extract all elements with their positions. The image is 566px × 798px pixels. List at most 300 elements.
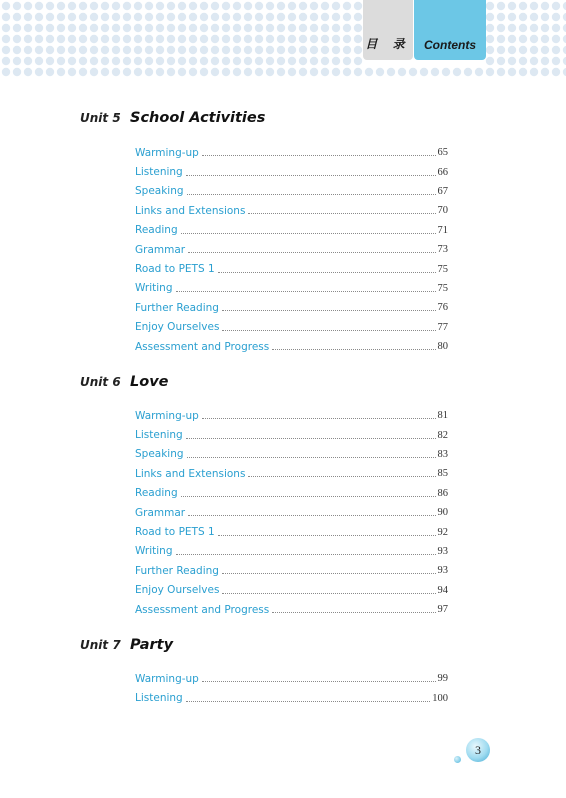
header-dot [123, 35, 131, 43]
toc-entry-page: 93 [437, 565, 448, 577]
header-dot [233, 35, 241, 43]
header-dot [211, 46, 219, 54]
dot-leader [218, 535, 436, 536]
toc-entry-label: Links and Extensions [135, 204, 246, 217]
header-dot [508, 68, 516, 76]
header-dot [541, 68, 549, 76]
header-dot [552, 57, 560, 65]
header-dot [464, 68, 472, 76]
header-dot [552, 13, 560, 21]
header-dot [13, 57, 21, 65]
header-dot [266, 35, 274, 43]
header-dot [167, 2, 175, 10]
header-dot [508, 57, 516, 65]
toc-entry-label: Listening [135, 429, 183, 442]
header-dot [13, 46, 21, 54]
header-dot [35, 24, 43, 32]
toc-list-unit-5 [135, 143, 448, 356]
header-dot [244, 35, 252, 43]
toc-entry-label: Further Reading [135, 564, 219, 577]
header-dot [233, 2, 241, 10]
header-dot [354, 13, 362, 21]
header-dot [79, 24, 87, 32]
header-dot [211, 57, 219, 65]
header-dot [255, 68, 263, 76]
header-dot [13, 68, 21, 76]
toc-entry-label: Assessment and Progress [135, 603, 270, 616]
toc-entry-label: Writing [135, 545, 173, 558]
header-dot [189, 57, 197, 65]
toc-entry-page: 75 [437, 263, 448, 275]
header-dot [90, 2, 98, 10]
header-dot [299, 68, 307, 76]
header-dot [178, 24, 186, 32]
header-dot [79, 13, 87, 21]
header-dot [79, 46, 87, 54]
header-dot [497, 57, 505, 65]
header-dot [112, 13, 120, 21]
toc-entry-page: 66 [437, 166, 448, 178]
toc-entry[interactable] [135, 522, 448, 541]
header-dot [200, 57, 208, 65]
header-dot [431, 68, 439, 76]
header-dot [134, 57, 142, 65]
dot-leader [186, 175, 436, 176]
header-dot [376, 68, 384, 76]
header-tab-chinese [363, 0, 413, 60]
toc-entry[interactable] [135, 221, 448, 240]
header-dot [508, 46, 516, 54]
unit-heading-6 [80, 374, 169, 390]
header-dot [233, 24, 241, 32]
header-dot [46, 24, 54, 32]
toc-entry-page: 70 [437, 205, 448, 217]
toc-entry[interactable] [135, 425, 448, 444]
toc-entry-page: 77 [437, 321, 448, 333]
header-dot [519, 46, 527, 54]
toc-entry[interactable] [135, 464, 448, 483]
header-dot [497, 35, 505, 43]
header-dot [46, 68, 54, 76]
header-dot [233, 46, 241, 54]
toc-entry-page: 76 [437, 302, 448, 314]
header-dot [68, 35, 76, 43]
header-dot [321, 57, 329, 65]
header-dot [46, 13, 54, 21]
header-dot [101, 2, 109, 10]
header-dot [2, 57, 10, 65]
header-dot [222, 13, 230, 21]
dot-leader [272, 349, 435, 350]
header-dot [299, 24, 307, 32]
header-dot [2, 2, 10, 10]
header-dot [24, 68, 32, 76]
header-dot [211, 35, 219, 43]
header-dot [2, 46, 10, 54]
toc-entry[interactable] [135, 337, 448, 356]
header-dot [530, 57, 538, 65]
header-dot [123, 57, 131, 65]
header-dot [486, 57, 494, 65]
header-dot [189, 46, 197, 54]
header-dot [46, 35, 54, 43]
header-dot [244, 24, 252, 32]
toc-entry-page: 71 [437, 224, 448, 236]
header-dot [189, 2, 197, 10]
header-dot [277, 24, 285, 32]
header-dot [244, 57, 252, 65]
header-dot [321, 46, 329, 54]
unit-title: Love [130, 374, 169, 390]
dot-leader [222, 330, 435, 331]
header-dot [277, 46, 285, 54]
header-dot [211, 13, 219, 21]
header-dot [68, 2, 76, 10]
toc-entry-page: 85 [437, 468, 448, 480]
header-dot [90, 35, 98, 43]
header-dot [167, 35, 175, 43]
dot-leader [222, 573, 436, 574]
header-dot [68, 24, 76, 32]
header-dot [541, 57, 549, 65]
header-dot [24, 57, 32, 65]
header-dot [46, 2, 54, 10]
header-dot [123, 68, 131, 76]
header-dot [299, 46, 307, 54]
header-dot [255, 57, 263, 65]
unit-heading-7 [80, 637, 173, 653]
dot-leader [186, 438, 436, 439]
header-dot [200, 24, 208, 32]
header-dot [2, 24, 10, 32]
toc-entry-page: 99 [437, 673, 448, 685]
header-dot [200, 68, 208, 76]
unit-number: Unit 6 [80, 375, 121, 389]
header-dot [68, 13, 76, 21]
header-dot [310, 68, 318, 76]
header-dot [79, 35, 87, 43]
header-dot [145, 46, 153, 54]
header-dot [145, 35, 153, 43]
toc-entry[interactable] [135, 259, 448, 278]
header-dot [530, 2, 538, 10]
header-dot [46, 57, 54, 65]
header-dot [101, 35, 109, 43]
header-dot [519, 35, 527, 43]
toc-entry[interactable] [135, 182, 448, 201]
toc-entry-label: Listening [135, 692, 183, 705]
dot-leader [176, 291, 436, 292]
toc-entry[interactable] [135, 561, 448, 580]
header-dot [57, 57, 65, 65]
toc-entry-label: Road to PETS 1 [135, 526, 215, 539]
header-dot [24, 24, 32, 32]
header-dot [13, 24, 21, 32]
header-dot [486, 24, 494, 32]
header-dot [13, 13, 21, 21]
header-dot [497, 46, 505, 54]
header-dot [156, 46, 164, 54]
header-dot [200, 2, 208, 10]
header-dot [233, 13, 241, 21]
toc-entry-page: 93 [437, 545, 448, 557]
toc-entry[interactable] [135, 600, 448, 619]
dot-leader [188, 515, 435, 516]
header-dot [211, 68, 219, 76]
header-dot [90, 46, 98, 54]
header-dot [277, 2, 285, 10]
header-dot [541, 13, 549, 21]
header-dot [266, 13, 274, 21]
header-dot [222, 46, 230, 54]
header-dot [277, 13, 285, 21]
toc-entry-label: Listening [135, 166, 183, 179]
toc-entry[interactable] [135, 406, 448, 425]
header-dot [35, 13, 43, 21]
header-dot [332, 24, 340, 32]
header-dot [343, 46, 351, 54]
dot-leader [188, 252, 435, 253]
toc-entry-label: Warming-up [135, 672, 199, 685]
header-dot [508, 2, 516, 10]
toc-entry-page: 65 [437, 147, 448, 159]
header-dot [13, 35, 21, 43]
header-dot [288, 24, 296, 32]
header-dot [112, 24, 120, 32]
header-dot [200, 46, 208, 54]
header-dot [508, 24, 516, 32]
toc-entry[interactable] [135, 298, 448, 317]
header-dot [486, 35, 494, 43]
header-dot [420, 68, 428, 76]
header-dot [310, 46, 318, 54]
header-dot [145, 13, 153, 21]
header-dot [156, 68, 164, 76]
header-dot [266, 46, 274, 54]
header-dot [167, 13, 175, 21]
header-dot [90, 57, 98, 65]
header-dot [2, 35, 10, 43]
header-dot [552, 24, 560, 32]
toc-entry-page: 92 [437, 526, 448, 538]
header-dot [145, 2, 153, 10]
header-dot [57, 2, 65, 10]
header-dot [343, 13, 351, 21]
header-dot [332, 68, 340, 76]
header-dot [288, 2, 296, 10]
header-tab-contents [414, 0, 486, 60]
header-dot [541, 24, 549, 32]
header-dot [552, 46, 560, 54]
header-dot [24, 13, 32, 21]
header-dot [530, 24, 538, 32]
toc-entry-label: Links and Extensions [135, 467, 246, 480]
unit-title: School Activities [130, 110, 266, 126]
header-dot [222, 68, 230, 76]
toc-entry-page: 94 [437, 584, 448, 596]
dot-leader [218, 272, 436, 273]
header-dot [266, 24, 274, 32]
header-dot [222, 24, 230, 32]
header-dot [123, 2, 131, 10]
header-dot [35, 57, 43, 65]
toc-entry[interactable] [135, 143, 448, 162]
toc-entry-page: 67 [437, 185, 448, 197]
dot-leader [202, 418, 436, 419]
header-dot [189, 24, 197, 32]
toc-entry-label: Warming-up [135, 409, 199, 422]
toc-entry[interactable] [135, 162, 448, 181]
toc-list-unit-6 [135, 406, 448, 619]
header-dot [233, 68, 241, 76]
header-dot [57, 35, 65, 43]
toc-entry-label: Reading [135, 487, 178, 500]
header-dot [552, 2, 560, 10]
toc-entry-label: Speaking [135, 185, 184, 198]
header-dot [68, 46, 76, 54]
header-dot [299, 2, 307, 10]
header-dot [343, 24, 351, 32]
unit-title: Party [130, 637, 174, 653]
header-dot [134, 13, 142, 21]
header-dot [211, 2, 219, 10]
header-dot [178, 13, 186, 21]
header-dot [277, 35, 285, 43]
page-number: 3 [466, 738, 490, 762]
toc-entry-page: 73 [437, 244, 448, 256]
header-dot [519, 68, 527, 76]
header-dot [332, 57, 340, 65]
header-dot [343, 2, 351, 10]
header-dot [79, 2, 87, 10]
toc-entry[interactable] [135, 318, 448, 337]
header-dot [112, 68, 120, 76]
toc-entry[interactable] [135, 240, 448, 259]
toc-entry[interactable] [135, 201, 448, 220]
header-dot [332, 46, 340, 54]
header-dot [255, 13, 263, 21]
toc-entry[interactable] [135, 581, 448, 600]
header-dot [486, 46, 494, 54]
header-dot [134, 2, 142, 10]
toc-entry[interactable] [135, 688, 448, 707]
header-dot [178, 57, 186, 65]
toc-entry-label: Road to PETS 1 [135, 263, 215, 276]
header-dot [354, 57, 362, 65]
dot-leader [248, 476, 435, 477]
header-dot [13, 2, 21, 10]
header-dot [332, 2, 340, 10]
header-dot [365, 68, 373, 76]
toc-entry-page: 75 [437, 282, 448, 294]
header-dot [409, 68, 417, 76]
dot-leader [186, 701, 431, 702]
header-dot [134, 24, 142, 32]
dot-leader [181, 233, 436, 234]
dot-leader [202, 155, 436, 156]
header-dot [101, 13, 109, 21]
header-dot [222, 57, 230, 65]
toc-entry-label: Grammar [135, 243, 186, 256]
toc-entry-page: 83 [437, 448, 448, 460]
header-dot [453, 68, 461, 76]
toc-entry-label: Enjoy Ourselves [135, 321, 220, 334]
header-dot [332, 35, 340, 43]
header-dot [57, 46, 65, 54]
header-dot [145, 24, 153, 32]
header-dot [508, 35, 516, 43]
header-dot [211, 24, 219, 32]
header-dot [321, 24, 329, 32]
header-dot [310, 13, 318, 21]
header-dot [156, 24, 164, 32]
header-dot [24, 46, 32, 54]
header-dot [167, 46, 175, 54]
decorative-bubble-icon [454, 756, 461, 763]
header-dot [167, 68, 175, 76]
header-dot [79, 57, 87, 65]
dot-leader [272, 612, 435, 613]
header-dot [255, 35, 263, 43]
header-dot [266, 57, 274, 65]
toc-list-unit-7 [135, 669, 448, 708]
page-number-badge [454, 738, 494, 768]
toc-entry[interactable] [135, 445, 448, 464]
toc-entry-label: Warming-up [135, 146, 199, 159]
toc-entry[interactable] [135, 484, 448, 503]
header-dot [101, 46, 109, 54]
unit-number: Unit 7 [80, 638, 121, 652]
header-dot [35, 46, 43, 54]
header-dot [123, 24, 131, 32]
header-dot [35, 2, 43, 10]
header-dot [354, 46, 362, 54]
header-dot [288, 13, 296, 21]
header-dot [552, 35, 560, 43]
toc-entry[interactable] [135, 279, 448, 298]
header-dot [24, 35, 32, 43]
header-dot [2, 13, 10, 21]
header-dot [156, 57, 164, 65]
toc-entry[interactable] [135, 503, 448, 522]
header-dot [233, 57, 241, 65]
header-dot [310, 24, 318, 32]
header-dot [200, 35, 208, 43]
header-dot [145, 68, 153, 76]
header-dot [519, 13, 527, 21]
header-dot [497, 68, 505, 76]
header-dot [343, 68, 351, 76]
toc-entry[interactable] [135, 669, 448, 688]
header-dot [156, 35, 164, 43]
header-dot [57, 13, 65, 21]
toc-entry[interactable] [135, 542, 448, 561]
toc-entry-page: 81 [437, 410, 448, 422]
header-dot [354, 24, 362, 32]
header-dot [541, 35, 549, 43]
header-dot [288, 46, 296, 54]
toc-entry-page: 90 [437, 507, 448, 519]
header-dot [57, 24, 65, 32]
header-dot [101, 57, 109, 65]
toc-entry-page: 82 [437, 429, 448, 441]
header-dot [35, 35, 43, 43]
header-dot [79, 68, 87, 76]
header-dot [112, 35, 120, 43]
header-dot [486, 68, 494, 76]
header-dot [156, 13, 164, 21]
header-dot [530, 68, 538, 76]
